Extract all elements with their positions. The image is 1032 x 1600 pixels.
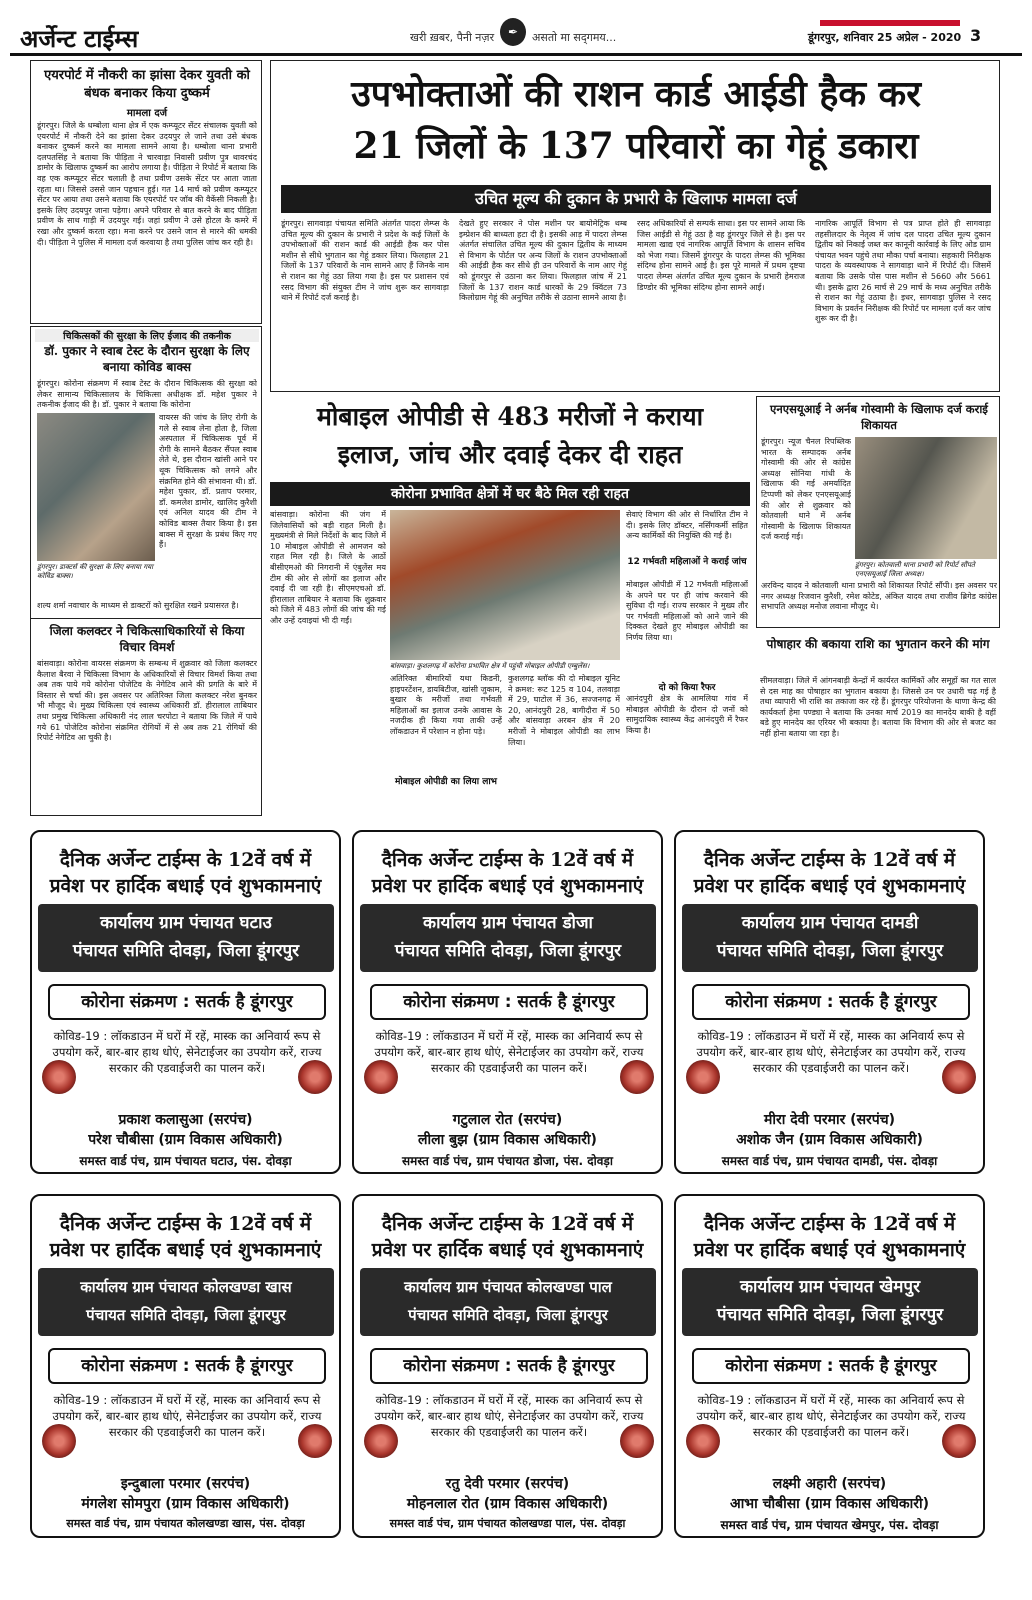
ad-title-line1: दैनिक अर्जेन्ट टाईम्स के 12वें वर्ष में — [703, 1213, 956, 1235]
ad-title-line2: प्रवेश पर हार्दिक बधाई एवं शुभकामनाएं — [49, 1239, 322, 1261]
ad-title-line1: दैनिक अर्जेन्ट टाईम्स के 12वें वर्ष में — [59, 849, 312, 871]
ad-footer: समस्त वार्ड पंच, ग्राम पंचायत दामडी, पंस. दोवड़ा — [721, 1154, 938, 1168]
ad-office-name: कार्यालय ग्राम पंचायत दामडी — [741, 913, 919, 933]
ad-office-block — [38, 1268, 334, 1336]
virus-icon — [686, 1424, 720, 1458]
ad-office-block — [682, 904, 978, 972]
ad-covid-advice: कोविड-19 : लॉकडाउन में घरों में रहें, मास्क का अनिवार्य रूप से उपयोग करें, बार-बार हाथ धोएं, सेनेटाईजर का उपयोग करें, राज्य सरकार की एडवाईजरी का पालन करें। — [696, 1029, 966, 1075]
opd-headline-line2: इलाज, जांच और दवाई देकर दी राहत — [337, 440, 683, 469]
virus-icon — [364, 1060, 398, 1094]
story-collector — [30, 618, 262, 816]
opd-col-mid2: कुशलगढ़ ब्लॉक की दो मोबाइल यूनिट ने क्रमश: रूट 125 व 104, तलवाड़ा में 29, घाटोल में 36, सज्जनगढ़ में 20, आनंदपुरी 28, बागीदौरा में 50 और बांसवाड़ा अरबन क्षेत्र में 20 मरीजों ने मोबाइल ओपीडी का लाभ लिया। — [508, 674, 620, 747]
ad-gram-panchayat — [674, 1194, 985, 1538]
ad-office-samiti: पंचायत समिति दोवड़ा, जिला डूंगरपुर — [72, 941, 300, 961]
ad-office-name: कार्यालय ग्राम पंचायत खेमपुर — [739, 1277, 921, 1297]
nsui-body-left: डूंगरपुर। न्यूज चैनल रिपब्लिक भारत के सम्पादक अर्नब गोस्वामी की ओर से कांग्रेस अध्यक्ष सोनिया गांधी के खिलाफ की गई अमर्यादित टिप्पणी को लेकर एनएसयूआई की ओर से शुक्रवार को कोतवाली थाने में अर्नब गोस्वामी के खिलाफ शिकायत दर्ज कराई गई। — [761, 437, 851, 542]
tagline-left: खरी ख़बर, पैनी नज़र — [410, 31, 495, 44]
mobile-opd-photo — [390, 510, 620, 660]
ad-office-name: कार्यालय ग्राम पंचायत घटाउ — [100, 913, 272, 933]
ad-officer: मोहनलाल रोत (ग्राम विकास अधिकारी) — [406, 1496, 609, 1512]
opd-col-right3: आनंदपुरी क्षेत्र के आमलिया गांव में मोबाइल ओपीडी के दौरान दो जनों को सामुदायिक स्वास्थ्य केंद्र आनंदपुरी में रैफर किया है। — [626, 694, 748, 735]
ad-gram-panchayat — [30, 830, 341, 1174]
nsui-tail: अरविन्द यादव ने कोतवाली थाना प्रभारी को शिकायत रिपोर्ट सौंपी। इस अवसर पर नगर अध्यक्ष रिजवान कुरैशी, रमेश कोटेड, अंकित यादव तथा राजीव ब्रिगेड कांग्रेस सभापति अध्यक्ष मनोज लवाना मौजूद थे। — [761, 581, 997, 612]
ad-officer: लीला बुझ (ग्राम विकास अधिकारी) — [418, 1132, 597, 1148]
ad-office-samiti: पंचायत समिति दोवड़ा, जिला डूंगरपुर — [394, 941, 622, 961]
story-doctors — [30, 326, 262, 656]
story-airport-headline: एयरपोर्ट में नौकरी का झांसा देकर युवती को बंधक बनाकर किया दुष्कर्म — [44, 68, 250, 101]
virus-icon — [42, 1060, 76, 1094]
ad-sarpanch: इन्दुबाला परमार (सरपंच) — [120, 1476, 251, 1492]
ad-sarpanch: गटुलाल रोत (सरपंच) — [452, 1112, 563, 1128]
ad-footer: समस्त वार्ड पंच, ग्राम पंचायत खेमपुर, पंस. दोवड़ा — [720, 1518, 939, 1532]
ad-footer: समस्त वार्ड पंच, ग्राम पंचायत डोजा, पंस. दोवड़ा — [402, 1154, 613, 1168]
virus-icon — [620, 1060, 654, 1094]
ad-corona-alert: कोरोना संक्रमण : सतर्क है डूंगरपुर — [48, 1348, 326, 1384]
nsui-photo — [855, 437, 997, 559]
virus-icon — [42, 1424, 76, 1458]
ad-officer: परेश चौबीसा (ग्राम विकास अधिकारी) — [88, 1132, 283, 1148]
ad-sarpanch: प्रकाश कलासुआ (सरपंच) — [118, 1112, 253, 1128]
virus-icon — [298, 1424, 332, 1458]
ad-office-samiti: पंचायत समिति दोवड़ा, जिला डूंगरपुर — [716, 941, 944, 961]
ad-office-samiti: पंचायत समिति दोवड़ा, जिला डूंगरपुर — [86, 1306, 286, 1324]
opd-col-left: बांसवाड़ा। कोरोना की जंग में जिलेवासियों को बड़ी राहत मिली है। मुख्यमंत्री से मिले निर्देशों के बाद जिले में 10 मोबाइल ओपीडी से आमजन को राहत मिल रही है। जिले के आठों बीसीएमओ की निगरानी में एंबुलेंस मय टीम की ओर से लोगों का इलाज और दवाई दी जा रही है। सीएमएचओ डॉ. हीरालाल ताबियार ने बताया कि शुक्रवार को जिले में 483 लोगों की जांच की गई और उन्हें दवाइयां भी दी गईं। — [270, 510, 386, 625]
nsui-headline: एनएसयूआई ने अर्नब गोस्वामी के खिलाफ दर्ज कराई शिकायत — [770, 402, 988, 432]
mobile-opd-caption: बांसवाड़ा। कुशलगढ़ में कोरोना प्रभावित क्षेत्र में पहुंची मोबाइल ओपीडी एम्बुलेंस। — [390, 662, 590, 670]
opd-subhead-right2: दो को किया रैफर — [658, 683, 716, 693]
ad-office-block — [360, 904, 656, 972]
nutrition-story — [756, 632, 1000, 818]
ad-title-line1: दैनिक अर्जेन्ट टाईम्स के 12वें वर्ष में — [381, 1213, 634, 1235]
page-number: 3 — [970, 26, 982, 45]
ad-footer: समस्त वार्ड पंच, ग्राम पंचायत कोलखण्डा खास, पंस. दोवड़ा — [66, 1517, 305, 1530]
virus-icon — [364, 1424, 398, 1458]
lead-col1: डूंगरपुर। सागवाड़ा पंचायत समिति अंतर्गत पादरा लेम्प्स के उचित मूल्य की दुकान के प्रभारी ने प्रदेश के कई जिलों के उपभोक्ताओं की राशन कार्ड की आईडी हैक कर पोस मशीन से सीधे भुगतान का गेहूं डकार लिया। फिलहाल 21 जिलों के 137 परिवारों के नाम सामने आए हैं जिनके नाम से राशन का गेहूं उठा लिया गया है। इस पर प्रशासन एवं रसद विभाग की संयुक्त टीम ने जांच शुरू कर सागवाड़ा थाने में रिपोर्ट दर्ज कराई है। — [281, 219, 449, 303]
newspaper-logo: अर्जेन्ट टाईम्स — [20, 24, 139, 53]
ad-title-line2: प्रवेश पर हार्दिक बधाई एवं शुभकामनाएं — [49, 875, 322, 897]
lead-headline-line2: 21 जिलों के 137 परिवारों का गेहूं डकारा — [353, 125, 919, 167]
ad-covid-advice: कोविड-19 : लॉकडाउन में घरों में रहें, मास्क का अनिवार्य रूप से उपयोग करें, बार-बार हाथ धोएं, सेनेटाईजर का उपयोग करें, राज्य सरकार की एडवाईजरी का पालन करें। — [374, 1393, 644, 1439]
ad-office-name: कार्यालय ग्राम पंचायत कोलखण्डा खास — [80, 1278, 292, 1296]
covid-box-caption: डूंगरपुर। डाक्टर्स की सुरक्षा के लिए बनाया गया कोविड बाक्स। — [37, 563, 154, 580]
lead-headline-line1: उपभोक्ताओं की राशन कार्ड आईडी हैक कर — [351, 73, 921, 115]
ad-sarpanch: रतु देवी परमार (सरपंच) — [445, 1476, 570, 1492]
ad-title-line2: प्रवेश पर हार्दिक बधाई एवं शुभकामनाएं — [371, 1239, 644, 1261]
ad-corona-alert: कोरोना संक्रमण : सतर्क है डूंगरपुर — [370, 984, 648, 1020]
story-collector-headline: जिला कलक्टर ने चिकित्साधिकारियों से किया विचार विमर्श — [49, 624, 245, 654]
ad-office-block — [360, 1268, 656, 1336]
ad-gram-panchayat — [30, 1194, 341, 1538]
ad-gram-panchayat — [674, 830, 985, 1174]
tagline-right: असतो मा सद्‌गमय... — [532, 31, 617, 44]
ad-sarpanch: लक्ष्मी अहारी (सरपंच) — [772, 1476, 887, 1492]
story-collector-body: बांसवाड़ा। कोरोना वायरस संक्रमण के सम्बन्ध में शुक्रवार को जिला कलक्टर कैलाश बैरवा ने चिकित्सा विभाग के अधिकारियों से विचार विमर्श किया तथा अब तक पाये गये कोरोना पोजेटिव के नेगेटिव आने की प्रगति के बारे में विस्तार से चर्चा की। इस अवसर पर अतिरिक्त जिला कलक्टर नरेश बुनकर भी मौजूद थे। मुख्य चिकित्सा एवं स्वास्थ्य अधिकारी डॉ. हीरालाल ताबियार तथा प्रमुख चिकित्सा अधिकारी नंद लाल चरपोटा ने बताया कि जिले में पाये गये 61 पोजेटिव कोरोना संक्रमित रोगियों में से अब तक 21 रोगियों की रिपोर्ट नेगेटिव आ चुकी है। — [37, 659, 257, 743]
opd-headline-line1: मोबाइल ओपीडी से 483 मरीजों ने कराया — [316, 402, 704, 431]
ad-title-line1: दैनिक अर्जेन्ट टाईम्स के 12वें वर्ष में — [381, 849, 634, 871]
lead-subhead: उचित मूल्य की दुकान के प्रभारी के खिलाफ मामला दर्ज — [281, 185, 991, 213]
virus-icon — [942, 1424, 976, 1458]
virus-icon — [620, 1424, 654, 1458]
story-airport-body: डूंगरपुर। जिले के धम्बोला थाना क्षेत्र में एक कम्प्यूटर सेंटर संचालक युवती को एयरपोर्ट में नौकरी देने का झांसा देकर उदयपुर ले जाने तथा उसे बंधक बनाकर दुष्कर्म करने का मामला सामने आया है। धम्बोला थाना प्रभारी दलपतसिंह ने बताया कि पीड़िता ने चारवाड़ा निवासी प्रवीण पुत्र थावरचंद डामोर के खिलाफ दुष्कर्म का आरोप लगाया है। पीड़िता ने रिपोर्ट में बताया कि वह एक कम्प्यूटर सेंटर चलाती है तथा प्रवीण उसके सेंटर पर आता जाता रहता था। जिससे उससे जान पहचान हुई। गत 14 मार्च को प्रवीण कम्प्यूटर सेंटर पर आया तथा उसने बताया कि एयरपोर्ट पर जॉब की वैकेंसी निकली है। इसके लिए उदयपुर जाना पड़ेगा। अपने परिवार से बात करने के बाद पीड़िता प्रवीण के साथ गाड़ी में उदयपुर गई। जहां प्रवीण ने उसे होटल के कमरे में रखा और दुष्कर्म करता रहा। मना करने पर उसने जान से मारने की धमकी दी। पीड़िता ने पुलिस में मामला दर्ज करवाया है तथा पुलिस जांच कर रही है। — [37, 121, 257, 247]
lead-story — [270, 60, 1000, 392]
ad-office-samiti: पंचायत समिति दोवड़ा, जिला डूंगरपुर — [408, 1306, 608, 1324]
dateline: डूंगरपुर, शनिवार 25 अप्रेल - 2020 — [808, 31, 962, 44]
nsui-caption: डूंगरपुर। कोतवाली थाना प्रभारी को रिपोर्ट सौंपते एनएसयूआई जिला अध्यक्ष। — [855, 561, 975, 578]
ad-officer: मंगलेश सोमपुरा (ग्राम विकास अधिकारी) — [81, 1496, 290, 1512]
story-doctors-body-left: डूंगरपुर। कोरोना संक्रमण में स्वाब टेस्ट के दौरान चिकित्सक की सुरक्षा को लेकर सामान्य चिकित्सालय के चिकित्सा अधीक्षक डॉ. महेश पुकार ने तकनीक ईजाद की है। डॉ. पुकार ने बताया कि कोरोना — [37, 379, 257, 410]
ad-office-name: कार्यालय ग्राम पंचायत कोलखण्डा पाल — [404, 1278, 612, 1296]
ad-footer: समस्त वार्ड पंच, ग्राम पंचायत कोलखण्डा पाल, पंस. दोवड़ा — [389, 1517, 626, 1530]
opd-col-right2: मोबाइल ओपीडी में 12 गर्भवती महिलाओं के अपने घर पर ही जांच करवाने की सुविधा दी गई। राज्य सरकार ने मुख्य तौर पर गर्भवती महिलाओं को आने जाने की दिक्कत देखते हुए मोबाइल ओपीडी का निर्णय लिया था। — [626, 580, 748, 642]
nsui-story — [756, 396, 1000, 628]
ad-corona-alert: कोरोना संक्रमण : सतर्क है डूंगरपुर — [370, 1348, 648, 1384]
nutrition-body: सीमलवाड़ा। जिले में आंगनबाड़ी केन्द्रों में कार्यरत कार्मिकों और समूहों का गत साल से दस माह का पोषाहार का भुगतान बकाया है। जिससे उन पर उधारी चढ़ गई है तथा व्यापारी भी राशि का तकाजा कर रहे हैं। डूंगरपुर परियोजना के थाणा केन्द्र की कार्यकर्ता हेमा पण्ड्या ने बताया कि उनका मार्च 2019 का मानदेय बाकी है वहीं बडे हुए मानदेय का एरियर भी बकाया है। बताया कि विभाग की ओर से बजट का नहीं होना बताया जा रहा है। — [760, 676, 996, 738]
lead-col4: नागरिक आपूर्ति विभाग से पत्र प्राप्त होते ही सागवाड़ा तहसीलदार के नेतृत्व में जांच दल पादरा उचित मूल्य दुकान द्वितीय को निकाई जब्त कर कानूनी कार्रवाई के लिए ओड ग्राम पंचायत भवन पहुंचे तथा मौका पर्चा बनाया। सहकारी निरीक्षक पादरा के व्यवस्थापक ने सागवाड़ा थाने में रिपोर्ट दी। जिसमें बताया कि उसके पोस पास मशीन से 5660 और 5661 थी। इसके द्वारा 26 मार्च से 29 मार्च के मध्य अनुचित तरीके से राशन का गेहूं उठाया है। इधर, सागवाड़ा पुलिस ने रसद विभाग के प्रवर्तन निरीक्षक की रिपोर्ट पर मामला दर्ज कर जांच शुरू कर दी है। — [815, 219, 991, 324]
ad-corona-alert: कोरोना संक्रमण : सतर्क है डूंगरपुर — [692, 1348, 970, 1384]
story-airport-sub: मामला दर्ज — [126, 108, 168, 119]
dateline-arrow — [820, 20, 960, 26]
ad-corona-alert: कोरोना संक्रमण : सतर्क है डूंगरपुर — [48, 984, 326, 1020]
virus-icon — [686, 1060, 720, 1094]
ad-officer: अशोक जैन (ग्राम विकास अधिकारी) — [736, 1132, 923, 1148]
lead-col3: रसद अधिकारियों से सम्पर्क साधा। इस पर सामने आया कि जिस आईडी से गेहूं उठा है वह डूंगरपुर जिले से है। इस पर मामला खाद्य एवं नागरिक आपूर्ति विभाग के शासन सचिव को भेजा गया। जिसमें डूंगरपुर के पादरा लेम्प्स की भूमिका संदिग्ध होना सामने आई है। इस पूरे मामले में प्रथम दृष्टया पादरा लेम्प्स अंतर्गत उचित मूल्य दुकान के प्रभारी हेमराज डिण्डोर की भूमिका संदिग्ध होना सामने आई। — [637, 219, 805, 292]
virus-icon — [942, 1060, 976, 1094]
opd-col-right: सेवाएं विभाग की ओर से निर्धारित टीम ने दी। इसके लिए डॉक्टर, नर्सिंगकर्मी सहित अन्य कार्मिकों की नियुक्ति की गई है। — [626, 510, 748, 541]
ad-office-block — [682, 1268, 978, 1336]
ad-gram-panchayat — [352, 1194, 663, 1538]
ad-corona-alert: कोरोना संक्रमण : सतर्क है डूंगरपुर — [692, 984, 970, 1020]
ad-title-line2: प्रवेश पर हार्दिक बधाई एवं शुभकामनाएं — [371, 875, 644, 897]
ad-footer: समस्त वार्ड पंच, ग्राम पंचायत घटाउ, पंस. दोवड़ा — [79, 1154, 292, 1168]
ad-officer: आभा चौबीसा (ग्राम विकास अधिकारी) — [729, 1496, 930, 1512]
ad-title-line2: प्रवेश पर हार्दिक बधाई एवं शुभकामनाएं — [693, 1239, 966, 1261]
opd-subhead: कोरोना प्रभावित क्षेत्रों में घर बैठे मिल रही राहत — [270, 482, 750, 506]
opd-subhead-right1: 12 गर्भवती महिलाओं ने कराई जांच — [627, 557, 747, 567]
story-doctors-kicker: चिकित्सकों की सुरक्षा के लिए ईजाद की तकनीक — [35, 329, 259, 342]
ad-sarpanch: मीरा देवी परमार (सरपंच) — [763, 1112, 896, 1128]
ad-title-line2: प्रवेश पर हार्दिक बधाई एवं शुभकामनाएं — [693, 875, 966, 897]
ad-title-line1: दैनिक अर्जेन्ट टाईम्स के 12वें वर्ष में — [703, 849, 956, 871]
story-doctors-body-right: वायरस की जांच के लिए रोगी के गले से स्वाब लेना होता है, जिला अस्पताल में चिकित्सक पूर्व में रोगी के सामने बैठकर सैंपल स्वाब लेते थे, इस दौरान खांसी आने पर थूक चिकित्सक को लगने और संक्रमित होने की संभावना थी। डॉ. महेश पुकार, डॉ. प्रताप परमार, डॉ. कमलेश डामोर, खालिद कुरैशी एवं अनिल यादव की टीम ने कोविड बाक्स तैयार किया है। इस बाक्स में सुरक्षा के प्रबंध किए गए हैं। — [159, 413, 257, 550]
opd-col-mid1: अतिरिक्त बीमारियों यथा किडनी, हाइपरटेंशन, डायबिटीज, खांसी जुकाम, बुखार के मरीजों तथा गर्भवती महिलाओं का इलाज उनके आवास के नजदीक ही किया गया ताकी उन्हें लॉकडाउन में परेशान न होना पड़े। — [390, 674, 502, 736]
ad-office-samiti: पंचायत समिति दोवड़ा, जिला डूंगरपुर — [716, 1305, 944, 1325]
story-doctors-tail: शल्य शर्मा नवाचार के माध्यम से डाक्टरों को सुरक्षित रखने प्रयासरत है। — [37, 601, 239, 610]
ad-covid-advice: कोविड-19 : लॉकडाउन में घरों में रहें, मास्क का अनिवार्य रूप से उपयोग करें, बार-बार हाथ धोएं, सेनेटाईजर का उपयोग करें, राज्य सरकार की एडवाईजरी का पालन करें। — [696, 1393, 966, 1439]
opd-subhead-mid1: मोबाइल ओपीडी का लिया लाभ — [394, 777, 498, 787]
ad-covid-advice: कोविड-19 : लॉकडाउन में घरों में रहें, मास्क का अनिवार्य रूप से उपयोग करें, बार-बार हाथ धोएं, सेनेटाईजर का उपयोग करें, राज्य सरकार की एडवाईजरी का पालन करें। — [52, 1393, 322, 1439]
nutrition-headline: पोषाहार की बकाया राशि का भुगतान करने की मांग — [766, 637, 990, 651]
virus-icon — [298, 1060, 332, 1094]
covid-box-photo — [37, 413, 155, 561]
story-airport — [30, 60, 262, 324]
ad-office-name: कार्यालय ग्राम पंचायत डोजा — [423, 913, 593, 933]
ad-covid-advice: कोविड-19 : लॉकडाउन में घरों में रहें, मास्क का अनिवार्य रूप से उपयोग करें, बार-बार हाथ धोएं, सेनेटाईजर का उपयोग करें, राज्य सरकार की एडवाईजरी का पालन करें। — [52, 1029, 322, 1075]
pen-nib-icon: ✒ — [500, 18, 526, 46]
lead-col2: देखते हुए सरकार ने पोस मशीन पर बायोमेट्रिक थम्ब इम्प्रेशन की बाध्यता हटा दी है। इसकी आड़ में पादरा लेम्प्स अंतर्गत संचालित उचित मूल्य की दुकान द्वितीय के माध्यम से विभाग के पोर्टल पर अन्य जिलों के राशन उपभोक्ताओं की आईडी हैक कर सीधे ही उन परिवारों के नाम आए गेहूं को डूंगरपुर से उठाना कर लिया। फिलहाल जांच में 21 जिलों के 137 राशन कार्ड धारकों के 29 क्विंटल 73 किलोग्राम गेहूं की अनुचित तरीके से उठाना सामने आया है। — [459, 219, 627, 303]
ad-title-line1: दैनिक अर्जेन्ट टाईम्स के 12वें वर्ष में — [59, 1213, 312, 1235]
ad-gram-panchayat — [352, 830, 663, 1174]
opd-story — [270, 396, 750, 816]
ad-office-block — [38, 904, 334, 972]
ad-covid-advice: कोविड-19 : लॉकडाउन में घरों में रहें, मास्क का अनिवार्य रूप से उपयोग करें, बार-बार हाथ धोएं, सेनेटाईजर का उपयोग करें, राज्य सरकार की एडवाईजरी का पालन करें। — [374, 1029, 644, 1075]
story-doctors-headline: डॉ. पुकार ने स्वाब टेस्ट के दौरान सुरक्षा के लिए बनाया कोविड बाक्स — [44, 344, 250, 374]
